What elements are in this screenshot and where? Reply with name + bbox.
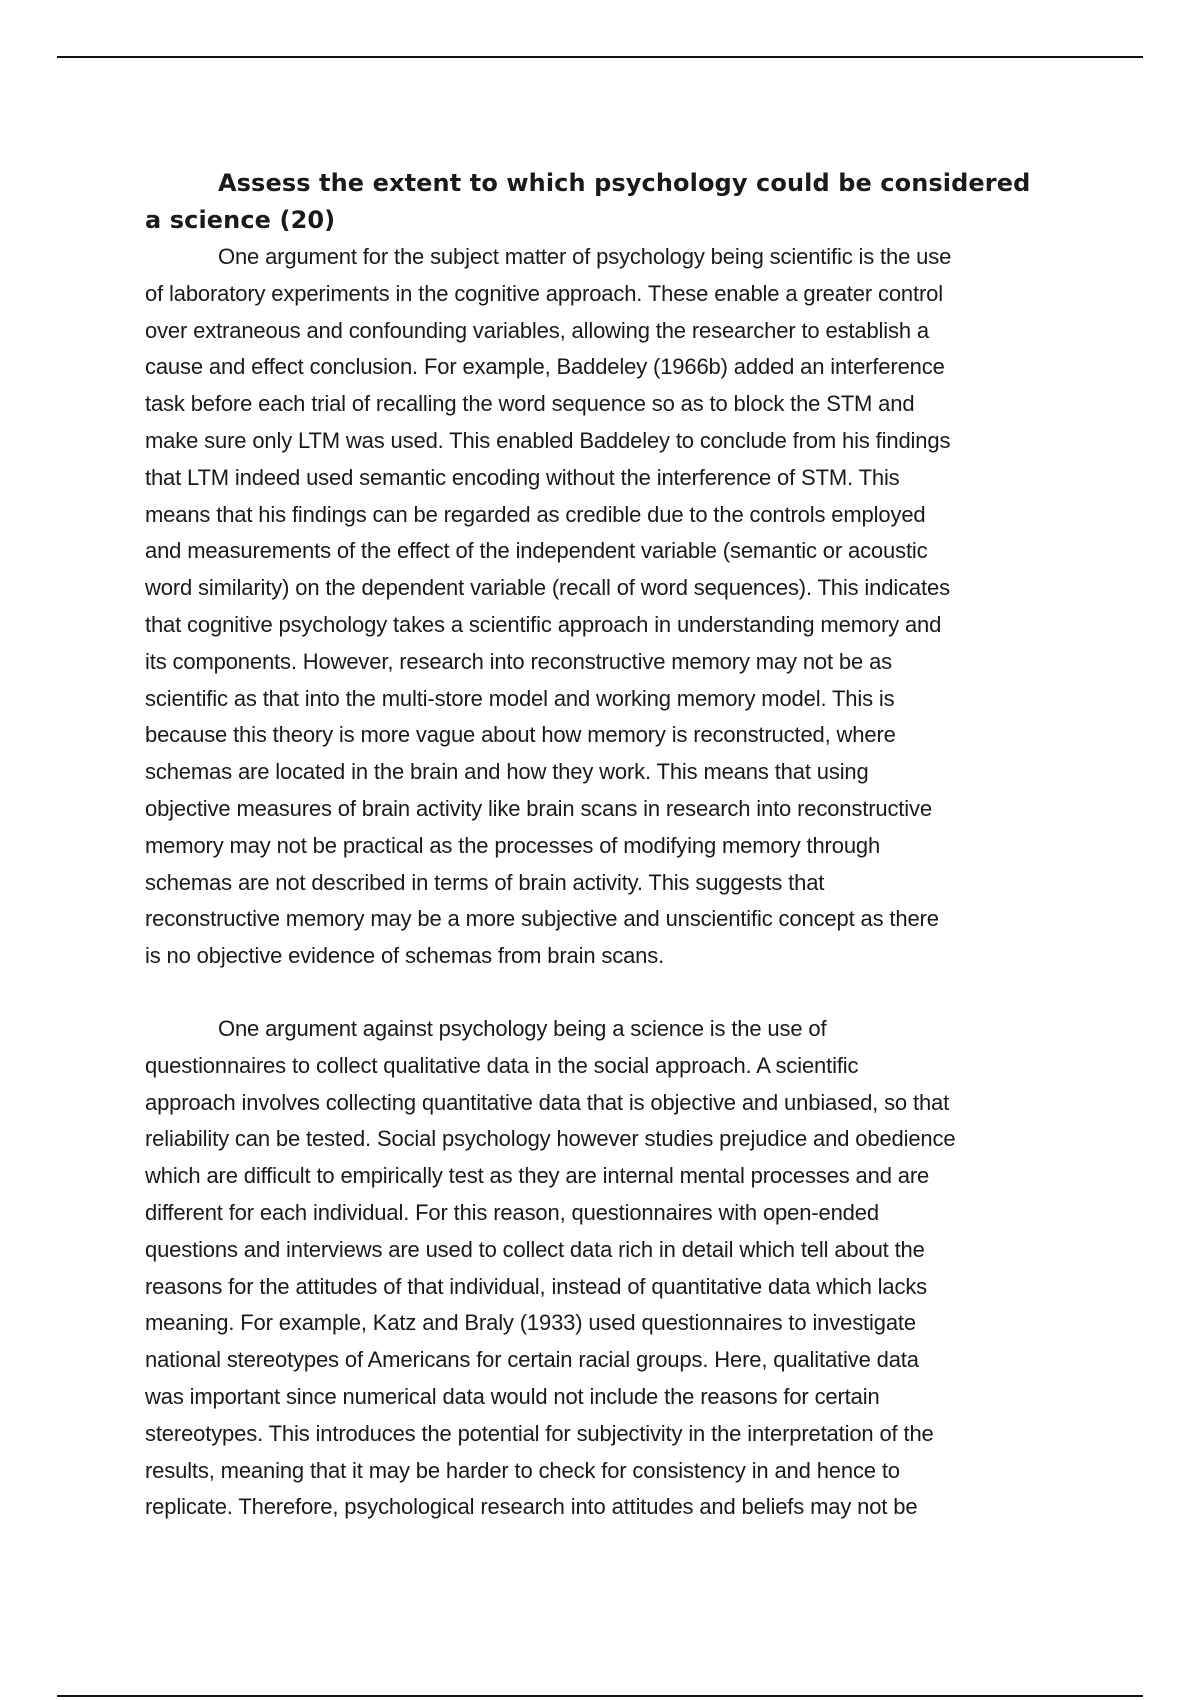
text-line: that LTM indeed used semantic encoding without the interference of STM. This bbox=[145, 464, 900, 490]
paragraph-2 bbox=[145, 1011, 1050, 1526]
bottom-rule bbox=[57, 1695, 1143, 1697]
top-rule bbox=[57, 56, 1143, 58]
essay-title: Assess the extent to which psychology could be considered a science (20) bbox=[145, 169, 1031, 234]
text-line: schemas are not described in terms of brain activity. This suggests that bbox=[145, 869, 825, 895]
text-line: schemas are located in the brain and how they work. This means that using bbox=[145, 759, 869, 785]
text-line: One argument for the subject matter of psychology being scientific is the use bbox=[218, 244, 952, 269]
text-line: questions and interviews are used to collect data rich in detail which tell about the bbox=[145, 1236, 925, 1262]
text-line: national stereotypes of Americans for certain racial groups. Here, qualitative data bbox=[145, 1347, 919, 1373]
text-line: because this theory is more vague about how memory is reconstructed, where bbox=[145, 722, 896, 748]
text-line: results, meaning that it may be harder to check for consistency in and hence to bbox=[145, 1457, 900, 1483]
text-line: which are difficult to empirically test as they are internal mental processes and are bbox=[145, 1163, 930, 1189]
text-line: that cognitive psychology takes a scientific approach in understanding memory and bbox=[145, 611, 942, 637]
text-line: and measurements of the effect of the independent variable (semantic or acoustic bbox=[145, 538, 928, 564]
text-line: over extraneous and confounding variables, allowing the researcher to establish a bbox=[145, 317, 930, 343]
document-body bbox=[145, 165, 1050, 1526]
text-line: means that his findings can be regarded as credible due to the controls employed bbox=[145, 501, 926, 527]
text-line: is no objective evidence of schemas from brain scans. bbox=[145, 943, 665, 969]
text-line: different for each individual. For this reason, questionnaires with open-ended bbox=[145, 1199, 879, 1225]
text-line: meaning. For example, Katz and Braly (1933) used questionnaires to investigate bbox=[145, 1310, 916, 1336]
text-line: task before each trial of recalling the word sequence so as to block the STM and bbox=[145, 391, 915, 417]
text-line: stereotypes. This introduces the potential for subjectivity in the interpretation of the bbox=[145, 1420, 934, 1446]
text-line: its components. However, research into reconstructive memory may not be as bbox=[145, 648, 892, 674]
text-line: cause and effect conclusion. For example, Baddeley (1966b) added an interference bbox=[145, 354, 945, 380]
text-line: reliability can be tested. Social psychology however studies prejudice and obedience bbox=[145, 1126, 956, 1152]
text-line: approach involves collecting quantitative data that is objective and unbiased, so that bbox=[145, 1089, 950, 1115]
text-line: reasons for the attitudes of that individual, instead of quantitative data which lacks bbox=[145, 1273, 928, 1299]
text-line: questionnaires to collect qualitative data in the social approach. A scientific bbox=[145, 1052, 859, 1078]
paragraph-1 bbox=[145, 239, 1050, 975]
text-line: was important since numerical data would not include the reasons for certain bbox=[145, 1383, 880, 1409]
text-line: of laboratory experiments in the cognitive approach. These enable a greater control bbox=[145, 280, 943, 306]
text-line: reconstructive memory may be a more subjective and unscientific concept as there bbox=[145, 906, 939, 932]
text-line: word similarity) on the dependent variable (recall of word sequences). This indicates bbox=[145, 575, 950, 601]
text-line: One argument against psychology being a science is the use of bbox=[218, 1015, 827, 1041]
text-line: objective measures of brain activity like brain scans in research into reconstructive bbox=[145, 795, 932, 821]
text-line: scientific as that into the multi-store model and working memory model. This is bbox=[145, 685, 895, 711]
text-line: replicate. Therefore, psychological research into attitudes and beliefs may not be bbox=[145, 1494, 918, 1520]
text-line: make sure only LTM was used. This enabled Baddeley to conclude from his findings bbox=[145, 427, 951, 453]
text-line: memory may not be practical as the processes of modifying memory through bbox=[145, 832, 881, 858]
